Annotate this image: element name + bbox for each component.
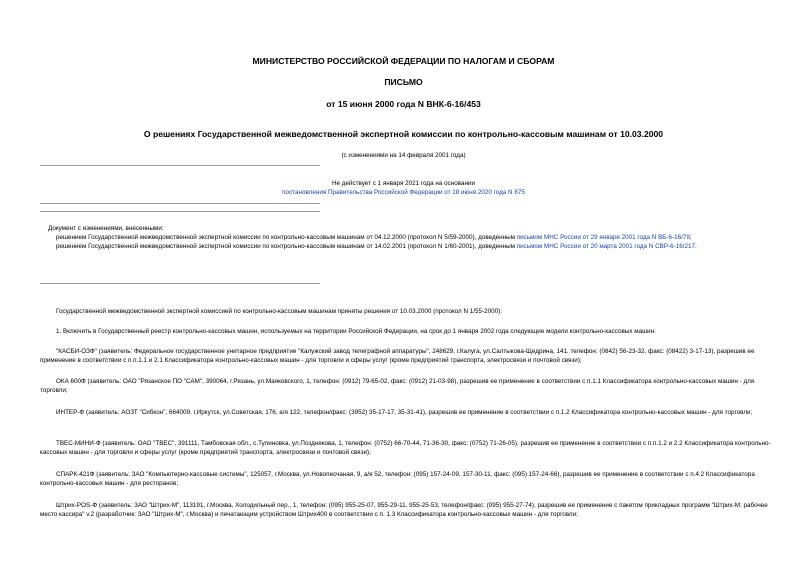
- change-item-2-link[interactable]: письмом МНС России от 20 марта 2001 года N СВР-6-16/217: [516, 243, 695, 251]
- changes-intro: Документ с изменениями, внесенными:: [48, 225, 164, 232]
- paragraph-shtrih: [40, 501, 772, 519]
- change-item-1-end: ;: [689, 234, 692, 242]
- paragraph-text: Штрих-POS-Ф (заявитель: ЗАО "Штрих-М", 113191, г.Москва, Холодильный пер., 1, телефон: (095) 955-25-07, 955-29-11, 955-25-53, телефон/факс: (095) 955-27-74), разрешив ее применение с пакетом прикладных программ "Штрих-М: рабочее место кассира" v.2 (разработчик: ЗАО "Штрих-М", г.Москва) и печатающим устройством Штрих400 в соответствии с п. 1.3 Классификатора контрольно-кассовых машин - для торговли;: [40, 502, 768, 519]
- paragraph-decision-intro: [40, 307, 772, 316]
- paragraph-item-1: [40, 327, 772, 336]
- paragraph-oka: [40, 377, 772, 395]
- paragraph-text: СПАРК-421Ф (заявитель: ЗАО "Компьютерно-кассовые системы", 125057, г.Москва, ул.Новопесчаная, 9, а/я 52, телефон: (095) 157-24-09, 157-30-11, факс: (095) 157-24-66), разрешив ее применение в соответствии с п.4.2 Классификатора контрольно-кассовых машин - для ресторанов;: [40, 471, 755, 488]
- changes-block: [40, 224, 772, 252]
- document-title: О решениях Государственной межведомственной экспертной комиссии по контрольно-кассовым машинам от 10.03.2000: [143, 129, 664, 139]
- paragraph-text: 1. Включить в Государственный реестр контрольно-кассовых машин, используемых на территории Российской Федерации, на срок до 1 января 2002 года следующие модели контрольно-кассовых машин:: [56, 328, 656, 335]
- change-item-1-link[interactable]: письмом МНС России от 29 января 2001 года N ВБ-6-16/79: [516, 234, 690, 242]
- paragraph-inter: [40, 408, 772, 417]
- divider: [40, 211, 320, 212]
- status-note: Не действует с 1 января 2021 года на основании: [332, 180, 475, 187]
- document-date-number: от 15 июня 2000 года N ВНК-6-16/453: [326, 99, 481, 109]
- repeal-decree-link[interactable]: постановления Правительства Российской Федерации от 18 июня 2020 года N 875: [282, 189, 525, 196]
- paragraph-kasbi: [40, 347, 772, 365]
- paragraph-text: "КАСБИ-ОЗФ" (заявитель: Федеральное государственное унитарное предприятие "Калужский завод телеграфной аппаратуры", 248629, г.Калуга, ул.Салтыкова-Щедрина, 141, телефон: (0842) 56-23-32, факс: (08422) 3-17-13), разрешив ее применение в соответствии с п.п.1.1 и 2.1 Классификатора контрольно-кассовых машин - для торговли и сферы услуг (кроме предприятий транспорта, электросвязи и почтовой связи);: [40, 348, 755, 365]
- document-type: ПИСЬМО: [384, 77, 423, 87]
- change-item-1: [40, 233, 772, 242]
- change-item-1-text: решением Государственной межведомственной экспертной комиссии по контрольно-кассовым машинам от 04.12.2000 (протокол N 5/59-2000), доведенным: [56, 234, 515, 242]
- paragraph-tves: [40, 439, 772, 457]
- paragraph-text: ОКА 600Ф (заявитель: ОАО "Рязанское ПО "САМ", 390064, г.Рязань, ул.Маяковского, 1, телефон: (0912) 79-65-02, факс: (0912) 21-03-98), разрешив ее применение в соответствии с п.1.1 Классификатора контрольно-кассовых машин - для торговли;: [40, 378, 755, 395]
- divider: [40, 283, 320, 284]
- ministry-heading: МИНИСТЕРСТВО РОССИЙСКОЙ ФЕДЕРАЦИИ ПО НАЛОГАМ И СБОРАМ: [252, 56, 555, 66]
- paragraph-text: ИНТЕР-Ф (заявитель: АОЗТ "Сибкон", 664009, г.Иркутск, ул.Советская, 176, а/я 122, телефон/факс: (3952) 35-17-17, 35-31-41), разрешив ее применение в соответствии с п.1.2 Классификатора контрольно-кассовых машин - для торговли;: [56, 409, 753, 416]
- change-item-2: [40, 242, 772, 251]
- amendment-note: (с изменениями на 14 февраля 2001 года): [341, 152, 466, 159]
- paragraph-spark: [40, 470, 772, 488]
- divider: [40, 165, 320, 166]
- change-item-2-end: .: [695, 243, 697, 251]
- change-item-2-text: решением Государственной межведомственной экспертной комиссии по контрольно-кассовым машинам от 14.02.2001 (протокол N 1/60-2001), доведенным: [56, 243, 515, 251]
- divider: [40, 203, 320, 204]
- paragraph-text: ТВЕС-МИНИ-Ф (заявитель: ОАО "ТВЕС", 391111, Тамбовская обл., с.Тулиновка, ул.Позднякова, 1, телефон: (0752) 66-70-44, 71-36-30, факс: (0752) 71-26-05), разрешив ее применение в соответствии с п.п.1.2 и 2.2 Классификатора контрольно-кассовых машин - для торговли и сферы услуг (кроме предприятий транспорта, электросвязи и почтовой связи);: [40, 440, 771, 457]
- status-link-wrap: [0, 188, 807, 197]
- paragraph-text: Государственной межведомственной экспертной комиссией по контрольно-кассовым машинам приняты решения от 10.03.2000 (протокол N 1/55-2000):: [56, 308, 502, 315]
